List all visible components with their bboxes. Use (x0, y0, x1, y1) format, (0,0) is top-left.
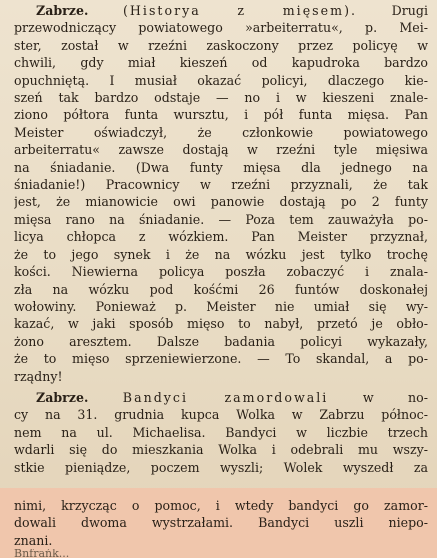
article-first-line (14, 2, 428, 19)
text-line: przewodniczący powiatowego »arbeiterratu«, p. Mei- (14, 20, 428, 36)
text-line: licya chłopca z wózkiem. Pan Meister przyznał, (14, 229, 428, 245)
text-line: arbeiterratu« zawsze dostają w rzeźni tyle mięsiwa (14, 142, 428, 158)
text-line: ziono półtora funta wursztu, i pół funta mięsa. Pan (14, 107, 428, 123)
text-line: opuchniętą. I musiał okazać policyi, dlaczego kie- (14, 72, 428, 88)
text-line: żono aresztem. Dalsze badania policyi wykazały, (14, 333, 428, 349)
text-line: chwili, gdy miał kieszeń od kapudroka bardzo (14, 55, 428, 71)
text-line: wołowiny. Ponieważ p. Meister nie umiał się wy- (14, 298, 428, 314)
text-line: kazać, w jaki sposób mięso to nabył, przetó je obło- (14, 316, 428, 332)
text-line: jest, że mianowicie owi panowie dostają po 2 funty (14, 194, 428, 210)
text-line: szeń tak bardzo odstaje — no i w kieszeni znale- (14, 90, 428, 106)
article-first-line (14, 389, 428, 406)
text-line: rządny! (14, 368, 63, 384)
text-line: w no- (362, 389, 428, 405)
article-wolek-murder (14, 389, 428, 476)
text-line: dowali dwoma wystrzałami. Bandyci uszli niepo- (14, 515, 428, 531)
article-column (14, 2, 428, 476)
text-line: zła na wózku pod kośćmi 26 funtów doskonałej (14, 281, 428, 297)
article-meister-meat (14, 2, 428, 385)
text-line: znani. (14, 532, 53, 548)
text-line: mięsa rano na śniadanie. — Poza tem zauważyła po- (14, 211, 428, 227)
text-line: Meister oświadczył, że członkowie powiatowego (14, 124, 428, 140)
article-dateline: Zabrze. (36, 3, 89, 18)
text-line: na śniadanie. (Dwa funty mięsa dla jednego na (14, 159, 428, 175)
text-line: wdarli się do mieszkania Wolka i odebrali mu wszy- (14, 442, 428, 458)
text-fragment: Bnfrańk... (14, 549, 70, 558)
text-line: kości. Niewierna policya poszła zobaczyć i znala- (14, 264, 428, 280)
article-dateline: Zabrze. (36, 389, 89, 405)
text-line: cy na 31. grudnia kupca Wolka w Zabrzu północ- (14, 407, 428, 423)
article-headline: (Historya z mięsem). (122, 3, 358, 18)
text-line: że to mięso sprzeniewierzone. — To skandal, a po- (14, 351, 428, 367)
text-line: ster, został w rzeźni zaskoczony przez policyę w (14, 37, 428, 53)
article-headline: Bandyci zamordowali (122, 389, 329, 405)
text-line: śniadanie!) Pracownicy w rzeźni przyznali, że tak (14, 177, 428, 193)
text-line: stkie pieniądze, poczem wyszli; Wolek wyszedł za (14, 459, 428, 475)
text-line: że to jego synek i że na wózku jest tylko trochę (14, 246, 428, 262)
text-line: nem na ul. Michaelisa. Bandyci w liczbie trzech (14, 424, 428, 440)
text-line: nimi, krzycząc o pomoc, i wtedy bandyci go zamor- (14, 498, 428, 513)
cut-off-next-line (0, 549, 437, 558)
text-line: Drugi (391, 3, 428, 18)
highlighted-text (14, 497, 428, 549)
